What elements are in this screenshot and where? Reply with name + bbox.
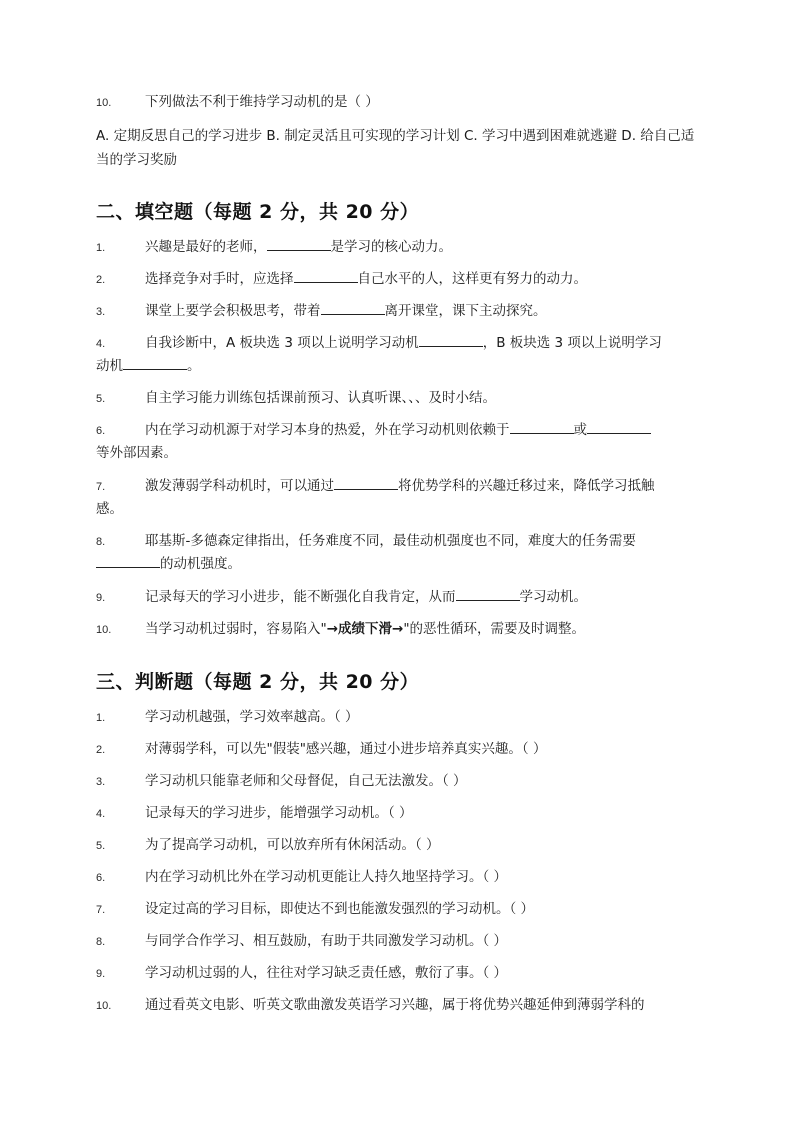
- question-number: 9.: [96, 968, 106, 980]
- fill-blank-question-cont: 的动机强度。: [96, 553, 696, 576]
- question-number: 1.: [96, 242, 106, 254]
- question-number: 4.: [96, 338, 106, 350]
- answer-blank[interactable]: [510, 419, 574, 434]
- fill-blank-question: 课堂上要学会积极思考，带着 离开课堂，课下主动探究。: [145, 300, 547, 323]
- fill-blank-question-cont: 等外部因素。: [96, 445, 177, 461]
- question-number: 6.: [96, 425, 106, 437]
- question-number: 8.: [96, 936, 106, 948]
- answer-blank[interactable]: [587, 419, 651, 434]
- fill-blank-question: 当学习动机过弱时，容易陷入"→成绩下滑→"的恶性循环，需要及时调整。: [145, 621, 586, 637]
- true-false-question: 学习动机只能靠老师和父母督促，自己无法激发。（ ）: [145, 773, 467, 789]
- true-false-question: 记录每天的学习进步，能增强学习动机。（ ）: [145, 805, 413, 821]
- question-number: 7.: [96, 481, 106, 493]
- question-number: 10.: [96, 624, 112, 636]
- fill-blank-question: 耶基斯-多德森定律指出，任务难度不同，最佳动机强度也不同，难度大的任务需要: [145, 533, 636, 549]
- fill-blank-question: 自主学习能力训练包括课前预习、认真听课、、、及时小结。: [145, 390, 496, 406]
- answer-blank[interactable]: [334, 475, 398, 490]
- question-number: 2.: [96, 274, 106, 286]
- answer-blank[interactable]: [267, 236, 331, 251]
- section-heading: 三、判断题（每题 2 分，共 20 分）: [96, 671, 420, 693]
- fill-blank-question: 选择竞争对手时，应选择 自己水平的人，这样更有努力的动力。: [145, 268, 587, 291]
- question-number: 4.: [96, 808, 106, 820]
- question-number: 10.: [96, 97, 112, 109]
- true-false-question: 学习动机过弱的人，往往对学习缺乏责任感，敷衍了事。（ ）: [145, 965, 508, 981]
- question-number: 5.: [96, 393, 106, 405]
- section-heading: 二、填空题（每题 2 分，共 20 分）: [96, 201, 420, 223]
- question-number: 2.: [96, 744, 106, 756]
- answer-blank[interactable]: [321, 300, 385, 315]
- question-number: 3.: [96, 306, 106, 318]
- answer-blank[interactable]: [456, 586, 520, 601]
- fill-blank-question: 兴趣是最好的老师， 是学习的核心动力。: [145, 236, 452, 259]
- fill-blank-question-cont: 感。: [96, 501, 123, 517]
- question-number: 6.: [96, 872, 106, 884]
- true-false-question: 对薄弱学科，可以先"假装"感兴趣，通过小进步培养真实兴趣。（ ）: [145, 741, 547, 757]
- answer-blank[interactable]: [123, 355, 187, 370]
- answer-blank[interactable]: [96, 553, 160, 568]
- true-false-question: 学习动机越强，学习效率越高。（ ）: [145, 709, 359, 725]
- true-false-question: 与同学合作学习、相互鼓励，有助于共同激发学习动机。（ ）: [145, 933, 508, 949]
- question-number: 1.: [96, 712, 106, 724]
- true-false-question: 设定过高的学习目标，即使达不到也能激发强烈的学习动机。（ ）: [145, 901, 535, 917]
- fill-blank-question: 激发薄弱学科动机时，可以通过 将优势学科的兴趣迁移过来，降低学习抵触: [145, 475, 655, 498]
- question-number: 9.: [96, 592, 106, 604]
- question-options: A. 定期反思自己的学习进步 B. 制定灵活且可实现的学习计划 C. 学习中遇到困难就逃避 D. 给自己适当的学习奖励: [96, 128, 695, 168]
- question-number: 10.: [96, 1000, 112, 1012]
- true-false-question: 为了提高学习动机，可以放弃所有休闲活动。（ ）: [145, 837, 440, 853]
- answer-blank[interactable]: [419, 332, 483, 347]
- fill-blank-question: 记录每天的学习小进步，能不断强化自我肯定，从而 学习动机。: [145, 586, 587, 609]
- question-number: 7.: [96, 904, 106, 916]
- question-number: 5.: [96, 840, 106, 852]
- question-text: 下列做法不利于维持学习动机的是（ ）: [145, 94, 379, 110]
- fill-blank-question: 内在学习动机源于对学习本身的热爱，外在学习动机则依赖于 或: [145, 419, 651, 442]
- question-number: 3.: [96, 776, 106, 788]
- question-number: 8.: [96, 536, 106, 548]
- fill-blank-question-cont: 动机 。: [96, 355, 696, 378]
- fill-blank-question: 自我诊断中，A 板块选 3 项以上说明学习动机 ，B 板块选 3 项以上说明学习: [145, 332, 662, 355]
- true-false-question: 内在学习动机比外在学习动机更能让人持久地坚持学习。（ ）: [145, 869, 508, 885]
- true-false-question: 通过看英文电影、听英文歌曲激发英语学习兴趣，属于将优势兴趣延伸到薄弱学科的: [145, 997, 645, 1013]
- answer-blank[interactable]: [294, 268, 358, 283]
